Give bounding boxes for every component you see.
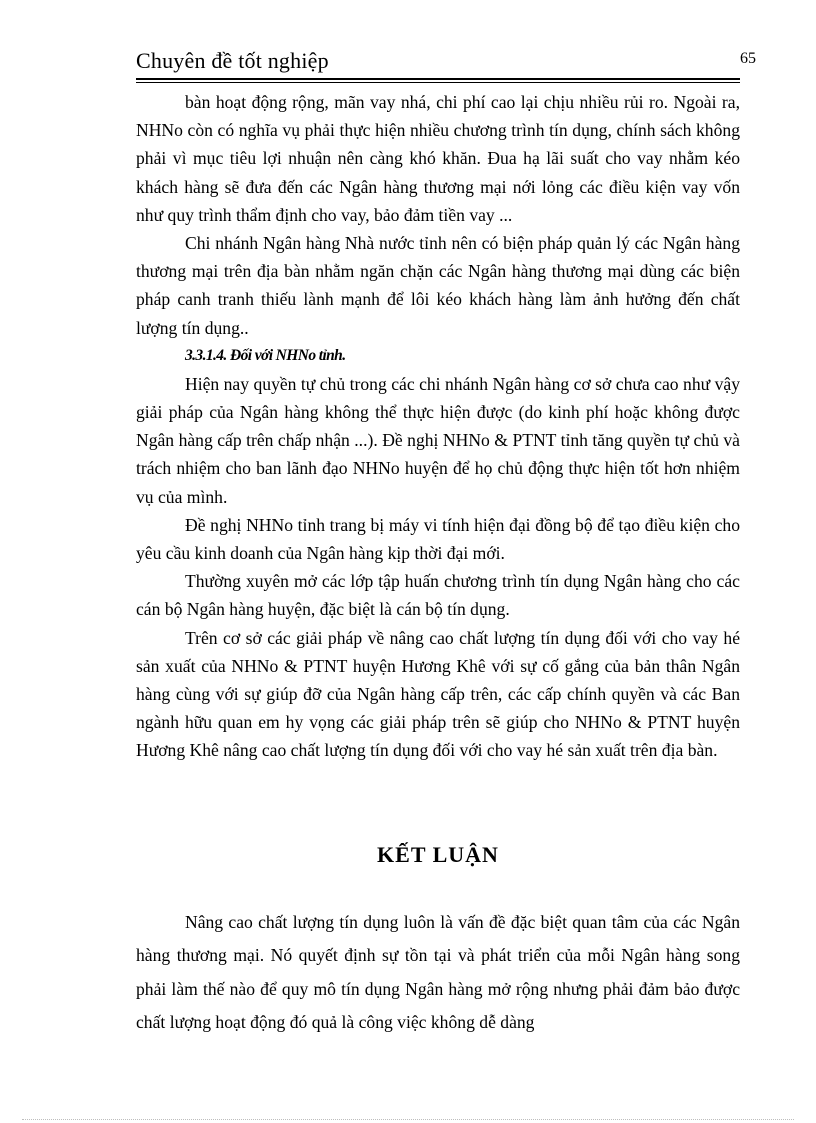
paragraph-autonomy: Hiện nay quyền tự chủ trong các chi nhánh Ngân hàng cơ sở chưa cao như vậy giải pháp của Ngân hàng không thể thực hiện được (do kinh phí hoặc không được Ngân hàng cấp trên chấp nhận ...). Đề nghị NHNo & PTNT tỉnh tăng quyền tự chủ và trách nhiệm cho ban lãnh đạo NHNo huyện để họ chủ động thực hiện tốt hơn nhiệm vụ của mình.	[136, 373, 740, 507]
page-number: 65	[740, 50, 756, 67]
conclusion-text	[136, 906, 740, 1040]
footer-divider	[22, 1119, 794, 1120]
paragraph-continued: bàn hoạt động rộng, mãn vay nhá, chi phí cao lại chịu nhiều rủi ro. Ngoài ra, NHNo còn có nghĩa vụ phải thực hiện nhiều chương trình tín dụng, chính sách không phải vì mục tiêu lợi nhuận nên càng khó khăn. Đua hạ lãi suất cho vay nhằm kéo khách hàng sẽ đưa đến các Ngân hàng thương mại nới lỏng các điều kiện vay vốn như quy trình thẩm định cho vay, bảo đảm tiền vay ...	[136, 92, 740, 225]
page-header	[136, 46, 756, 78]
paragraph-computers: Đề nghị NHNo tỉnh trang bị máy vi tính hiện đại đồng bộ để tạo điều kiện cho yêu cầu kinh doanh của Ngân hàng kịp thời đại mới.	[136, 514, 740, 564]
header-rule-thick	[136, 78, 740, 80]
paragraph-state-bank: Chi nhánh Ngân hàng Nhà nước tỉnh nên có biện pháp quản lý các Ngân hàng thương mại trên địa bàn nhằm ngăn chặn các Ngân hàng thương mại dùng các biện pháp canh tranh thiếu lành mạnh để lôi kéo khách hàng làm ảnh hưởng đến chất lượng tín dụng..	[136, 233, 740, 338]
body-text	[136, 88, 740, 765]
header-rule-thin	[136, 82, 740, 83]
paragraph-training: Thường xuyên mở các lớp tập huấn chương trình tín dụng Ngân hàng cho các cán bộ Ngân hàng huyện, đặc biệt là cán bộ tín dụng.	[136, 571, 740, 620]
header-title: Chuyên đề tốt nghiệp	[136, 48, 329, 73]
conclusion-title: KẾT LUẬN	[377, 842, 499, 867]
section-subheading: 3.3.1.4. Đối với NHNo tỉnh.	[185, 346, 346, 364]
paragraph-summary: Trên cơ sở các giải pháp về nâng cao chất lượng tín dụng đối với cho vay hé sản xuất của NHNo & PTNT huyện Hương Khê với sự cố gắng của bản thân Ngân hàng cùng với sự giúp đỡ của Ngân hàng cấp trên, các cấp chính quyền và các Ban ngành hữu quan em hy vọng các giải pháp trên sẽ giúp cho NHNo & PTNT huyện Hương Khê nâng cao chất lượng tín dụng đối với cho vay hé sản xuất trên địa bàn.	[136, 627, 740, 761]
conclusion-paragraph: Nâng cao chất lượng tín dụng luôn là vấn đề đặc biệt quan tâm của các Ngân hàng thương mại. Nó quyết định sự tồn tại và phát triển của mỗi Ngân hàng song phải làm thế nào để quy mô tín dụng Ngân hàng mở rộng nhưng phải đảm bảo được chất lượng hoạt động đó quả là công việc không dễ dàng	[136, 912, 740, 1033]
